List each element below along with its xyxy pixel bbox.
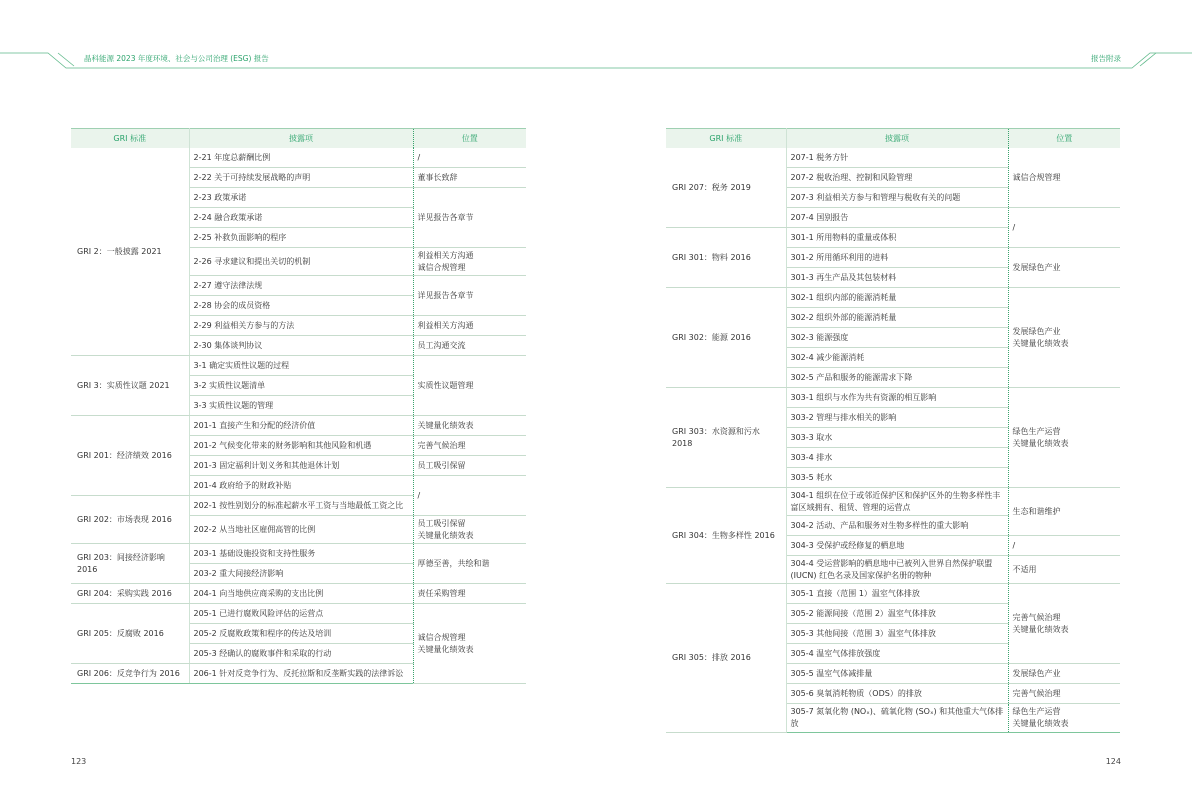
disclosure-cell: 205-1 已进行腐败风险评估的运营点 xyxy=(189,604,413,624)
location-cell: 员工沟通交流 xyxy=(413,336,526,356)
header-location: 位置 xyxy=(1008,129,1120,149)
table-row xyxy=(666,388,1120,408)
location-cell: 利益相关方沟通 诚信合规管理 xyxy=(413,248,526,276)
location-cell: 完善气候治理 xyxy=(413,436,526,456)
disclosure-cell: 304-1 组织在位于或邻近保护区和保护区外的生物多样性丰富区域拥有、租赁、管理的运营点 xyxy=(786,488,1008,516)
disclosure-cell: 201-3 固定福利计划义务和其他退休计划 xyxy=(189,456,413,476)
location-cell: / xyxy=(413,476,526,516)
disclosure-cell: 207-2 税收治理、控制和风险管理 xyxy=(786,168,1008,188)
gri-standard-cell: GRI 305：排放 2016 xyxy=(666,584,786,732)
gri-index-table-right xyxy=(666,128,1120,733)
location-cell: 厚德至善，共绘和谐 xyxy=(413,544,526,584)
gri-standard-cell: GRI 304：生物多样性 2016 xyxy=(666,488,786,584)
disclosure-cell: 207-4 国别报告 xyxy=(786,208,1008,228)
location-cell: 详见报告各章节 xyxy=(413,276,526,316)
disclosure-cell: 2-29 利益相关方参与的方法 xyxy=(189,316,413,336)
disclosure-cell: 302-3 能源强度 xyxy=(786,328,1008,348)
disclosure-cell: 2-27 遵守法律法规 xyxy=(189,276,413,296)
page-number-right: 124 xyxy=(1105,757,1121,766)
disclosure-cell: 2-24 融合政策承诺 xyxy=(189,208,413,228)
gri-standard-cell: GRI 204：采购实践 2016 xyxy=(71,584,189,604)
location-cell: / xyxy=(1008,536,1120,556)
location-cell: 绿色生产运营 关键量化绩效表 xyxy=(1008,388,1120,488)
disclosure-cell: 202-2 从当地社区雇佣高管的比例 xyxy=(189,516,413,544)
disclosure-cell: 205-3 经确认的腐败事件和采取的行动 xyxy=(189,644,413,664)
disclosure-cell: 2-26 寻求建议和提出关切的机制 xyxy=(189,248,413,276)
disclosure-cell: 207-3 利益相关方参与和管理与税收有关的问题 xyxy=(786,188,1008,208)
table-row xyxy=(71,584,526,604)
disclosure-cell: 2-21 年度总薪酬比例 xyxy=(189,148,413,168)
location-cell: 关键量化绩效表 xyxy=(413,416,526,436)
disclosure-cell: 304-3 受保护或经修复的栖息地 xyxy=(786,536,1008,556)
disclosure-cell: 303-3 取水 xyxy=(786,428,1008,448)
disclosure-cell: 201-2 气候变化带来的财务影响和其他风险和机遇 xyxy=(189,436,413,456)
page-header xyxy=(0,0,1192,80)
table-row xyxy=(71,356,526,376)
disclosure-cell: 305-3 其他间接（范围 3）温室气体排放 xyxy=(786,624,1008,644)
gri-standard-cell: GRI 3：实质性议题 2021 xyxy=(71,356,189,416)
disclosure-cell: 301-1 所用物料的重量或体积 xyxy=(786,228,1008,248)
location-cell: 诚信合规管理 关键量化绩效表 xyxy=(413,604,526,684)
disclosure-cell: 305-4 温室气体排放强度 xyxy=(786,644,1008,664)
disclosure-cell: 203-2 重大间接经济影响 xyxy=(189,564,413,584)
disclosure-cell: 303-1 组织与水作为共有资源的相互影响 xyxy=(786,388,1008,408)
disclosure-cell: 305-6 臭氧消耗物质（ODS）的排放 xyxy=(786,684,1008,704)
location-cell: 利益相关方沟通 xyxy=(413,316,526,336)
disclosure-cell: 204-1 向当地供应商采购的支出比例 xyxy=(189,584,413,604)
disclosure-cell: 2-22 关于可持续发展战略的声明 xyxy=(189,168,413,188)
location-cell: 发展绿色产业 xyxy=(1008,248,1120,288)
header-gri-standard: GRI 标准 xyxy=(71,129,189,149)
table-row xyxy=(666,148,1120,168)
disclosure-cell: 206-1 针对反竞争行为、反托拉斯和反垄断实践的法律诉讼 xyxy=(189,664,413,684)
disclosure-cell: 302-5 产品和服务的能源需求下降 xyxy=(786,368,1008,388)
disclosure-cell: 201-1 直接产生和分配的经济价值 xyxy=(189,416,413,436)
section-title: 报告附录 xyxy=(1091,54,1121,63)
disclosure-cell: 301-3 再生产品及其包装材料 xyxy=(786,268,1008,288)
table-header-row xyxy=(666,129,1120,149)
disclosure-cell: 302-4 减少能源消耗 xyxy=(786,348,1008,368)
location-cell: 发展绿色产业 关键量化绩效表 xyxy=(1008,288,1120,388)
disclosure-cell: 305-2 能源间接（范围 2）温室气体排放 xyxy=(786,604,1008,624)
gri-standard-cell: GRI 205：反腐败 2016 xyxy=(71,604,189,664)
location-cell: 发展绿色产业 xyxy=(1008,664,1120,684)
location-cell: 完善气候治理 关键量化绩效表 xyxy=(1008,584,1120,664)
gri-standard-cell: GRI 203：间接经济影响 2016 xyxy=(71,544,189,584)
report-title: 晶科能源 2023 年度环境、社会与公司治理 (ESG) 报告 xyxy=(84,54,269,63)
table-row xyxy=(71,148,526,168)
location-cell: 董事长致辞 xyxy=(413,168,526,188)
gri-standard-cell: GRI 202：市场表现 2016 xyxy=(71,496,189,544)
disclosure-cell: 303-2 管理与排水相关的影响 xyxy=(786,408,1008,428)
gri-standard-cell: GRI 301：物料 2016 xyxy=(666,228,786,288)
header-gri-standard: GRI 标准 xyxy=(666,129,786,149)
location-cell: 完善气候治理 xyxy=(1008,684,1120,704)
table-row xyxy=(71,604,526,624)
disclosure-cell: 301-2 所用循环利用的进料 xyxy=(786,248,1008,268)
location-cell: 生态和谐维护 xyxy=(1008,488,1120,536)
location-cell: / xyxy=(413,148,526,168)
header-location: 位置 xyxy=(413,129,526,149)
header-disclosure: 披露项 xyxy=(786,129,1008,149)
disclosure-cell: 304-2 活动、产品和服务对生物多样性的重大影响 xyxy=(786,516,1008,536)
gri-index-table-left xyxy=(71,128,526,684)
location-cell: 责任采购管理 xyxy=(413,584,526,604)
disclosure-cell: 205-2 反腐败政策和程序的传达及培训 xyxy=(189,624,413,644)
table-row xyxy=(71,416,526,436)
location-cell: 员工吸引保留 xyxy=(413,456,526,476)
table-row xyxy=(666,584,1120,604)
location-cell: 诚信合规管理 xyxy=(1008,148,1120,208)
gri-standard-cell: GRI 201：经济绩效 2016 xyxy=(71,416,189,496)
location-cell: 不适用 xyxy=(1008,556,1120,584)
disclosure-cell: 2-28 协会的成员资格 xyxy=(189,296,413,316)
disclosure-cell: 3-2 实质性议题清单 xyxy=(189,376,413,396)
table-header-row xyxy=(71,129,526,149)
disclosure-cell: 202-1 按性别划分的标准起薪水平工资与当地最低工资之比 xyxy=(189,496,413,516)
disclosure-cell: 305-5 温室气体减排量 xyxy=(786,664,1008,684)
location-cell: 员工吸引保留 关键量化绩效表 xyxy=(413,516,526,544)
disclosure-cell: 303-5 耗水 xyxy=(786,468,1008,488)
disclosure-cell: 303-4 排水 xyxy=(786,448,1008,468)
header-disclosure: 披露项 xyxy=(189,129,413,149)
disclosure-cell: 302-2 组织外部的能源消耗量 xyxy=(786,308,1008,328)
disclosure-cell: 305-7 氮氧化物 (NOₓ)、硫氧化物 (SOₓ) 和其他重大气体排放 xyxy=(786,704,1008,732)
gri-standard-cell: GRI 303：水资源和污水 2018 xyxy=(666,388,786,488)
location-cell: / xyxy=(1008,208,1120,248)
disclosure-cell: 207-1 税务方针 xyxy=(786,148,1008,168)
table-row xyxy=(71,544,526,564)
disclosure-cell: 3-3 实质性议题的管理 xyxy=(189,396,413,416)
header-decoration xyxy=(0,0,1192,80)
gri-standard-cell: GRI 302：能源 2016 xyxy=(666,288,786,388)
gri-standard-cell: GRI 207：税务 2019 xyxy=(666,148,786,228)
table-row xyxy=(666,288,1120,308)
disclosure-cell: 2-30 集体谈判协议 xyxy=(189,336,413,356)
page-number-left: 123 xyxy=(71,757,87,766)
disclosure-cell: 304-4 受运营影响的栖息地中已被列入世界自然保护联盟 (IUCN) 红色名录及国家保护名册的物种 xyxy=(786,556,1008,584)
disclosure-cell: 305-1 直接（范围 1）温室气体排放 xyxy=(786,584,1008,604)
location-cell: 实质性议题管理 xyxy=(413,356,526,416)
disclosure-cell: 203-1 基础设施投资和支持性服务 xyxy=(189,544,413,564)
disclosure-cell: 2-25 补救负面影响的程序 xyxy=(189,228,413,248)
location-cell: 详见报告各章节 xyxy=(413,188,526,248)
gri-standard-cell: GRI 2：一般披露 2021 xyxy=(71,148,189,356)
disclosure-cell: 201-4 政府给予的财政补贴 xyxy=(189,476,413,496)
disclosure-cell: 302-1 组织内部的能源消耗量 xyxy=(786,288,1008,308)
table-row xyxy=(666,488,1120,516)
gri-standard-cell: GRI 206：反竞争行为 2016 xyxy=(71,664,189,684)
disclosure-cell: 2-23 政策承诺 xyxy=(189,188,413,208)
disclosure-cell: 3-1 确定实质性议题的过程 xyxy=(189,356,413,376)
location-cell: 绿色生产运营 关键量化绩效表 xyxy=(1008,704,1120,732)
